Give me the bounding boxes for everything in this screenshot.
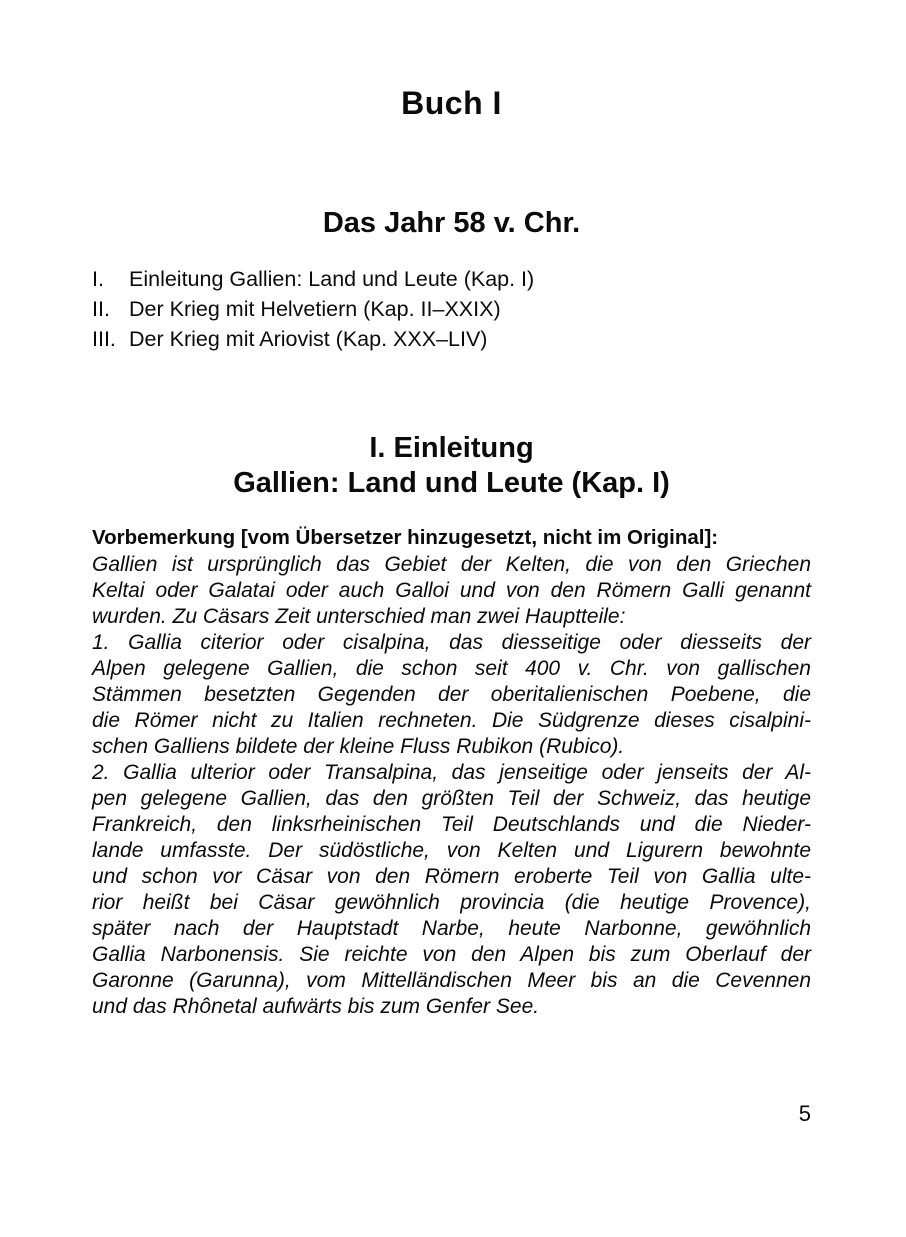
section-heading [92, 431, 811, 501]
body-line: Gallia Narbonensis. Sie reichte von den Alpen bis zum Oberlauf der [92, 943, 811, 966]
body-line: Gallien ist ursprünglich das Gebiet der Kelten, die von den Griechen [92, 553, 811, 576]
book-title: Buch I [401, 85, 502, 121]
body-line: 2. Gallia ulterior oder Transalpina, das jenseitige oder jenseits der Al- [92, 761, 811, 784]
body-line: Alpen gelegene Gallien, die schon seit 400 v. Chr. von gallischen [92, 657, 811, 680]
body-line: Frankreich, den linksrheinischen Teil Deutschlands und die Nieder- [92, 813, 811, 836]
chapter-title: Der Krieg mit Helvetiern (Kap. II–XXIX) [129, 297, 501, 321]
body-line: Garonne (Garunna), vom Mittelländischen Meer bis an die Cevennen [92, 969, 811, 992]
body-line: pen gelegene Gallien, das den größten Teil der Schweiz, das heutige [92, 787, 811, 810]
section-heading-line1: I. Einleitung [369, 432, 534, 464]
body-text [92, 552, 811, 1020]
body-line: schen Galliens bildete der kleine Fluss Rubikon (Rubico). [92, 735, 625, 758]
body-line: 1. Gallia citerior oder cisalpina, das diesseitige oder diesseits der [92, 631, 811, 654]
vorbemerkung-label: Vorbemerkung [vom Übersetzer hinzugesetzt, nicht im Original]: [92, 526, 719, 549]
body-line: und schon vor Cäsar von den Römern eroberte Teil von Gallia ulte- [92, 865, 811, 888]
section-heading-line2: Gallien: Land und Leute (Kap. I) [233, 467, 670, 499]
chapter-numeral: I. [92, 267, 104, 291]
page-number: 5 [798, 1101, 811, 1126]
body-line: Stämmen besetzten Gegenden der oberitalienischen Poebene, die [92, 683, 811, 706]
chapter-list-item [92, 294, 811, 324]
body-line: und das Rhônetal aufwärts bis zum Genfer See. [92, 995, 540, 1018]
chapter-title: Einleitung Gallien: Land und Leute (Kap. I) [129, 267, 535, 291]
year-heading: Das Jahr 58 v. Chr. [322, 207, 581, 239]
body-line: die Römer nicht zu Italien rechneten. Die Südgrenze dieses cisalpini- [92, 709, 811, 732]
chapter-list-item [92, 324, 811, 354]
chapter-numeral: II. [92, 297, 110, 321]
chapter-title: Der Krieg mit Ariovist (Kap. XXX–LIV) [129, 327, 488, 351]
body-line: später nach der Hauptstadt Narbe, heute Narbonne, gewöhnlich [92, 917, 811, 940]
body-line: lande umfasste. Der südöstliche, von Kelten und Ligurern bewohnte [92, 839, 811, 862]
body-line: wurden. Zu Cäsars Zeit unterschied man zwei Hauptteile: [92, 605, 626, 628]
body-line: rior heißt bei Cäsar gewöhnlich provincia (die heutige Provence), [92, 891, 811, 914]
body-line: Keltai oder Galatai oder auch Galloi und von den Römern Galli genannt [92, 579, 811, 602]
chapter-list-item [92, 264, 811, 294]
chapter-numeral: III. [92, 327, 116, 351]
chapter-list [92, 264, 811, 354]
